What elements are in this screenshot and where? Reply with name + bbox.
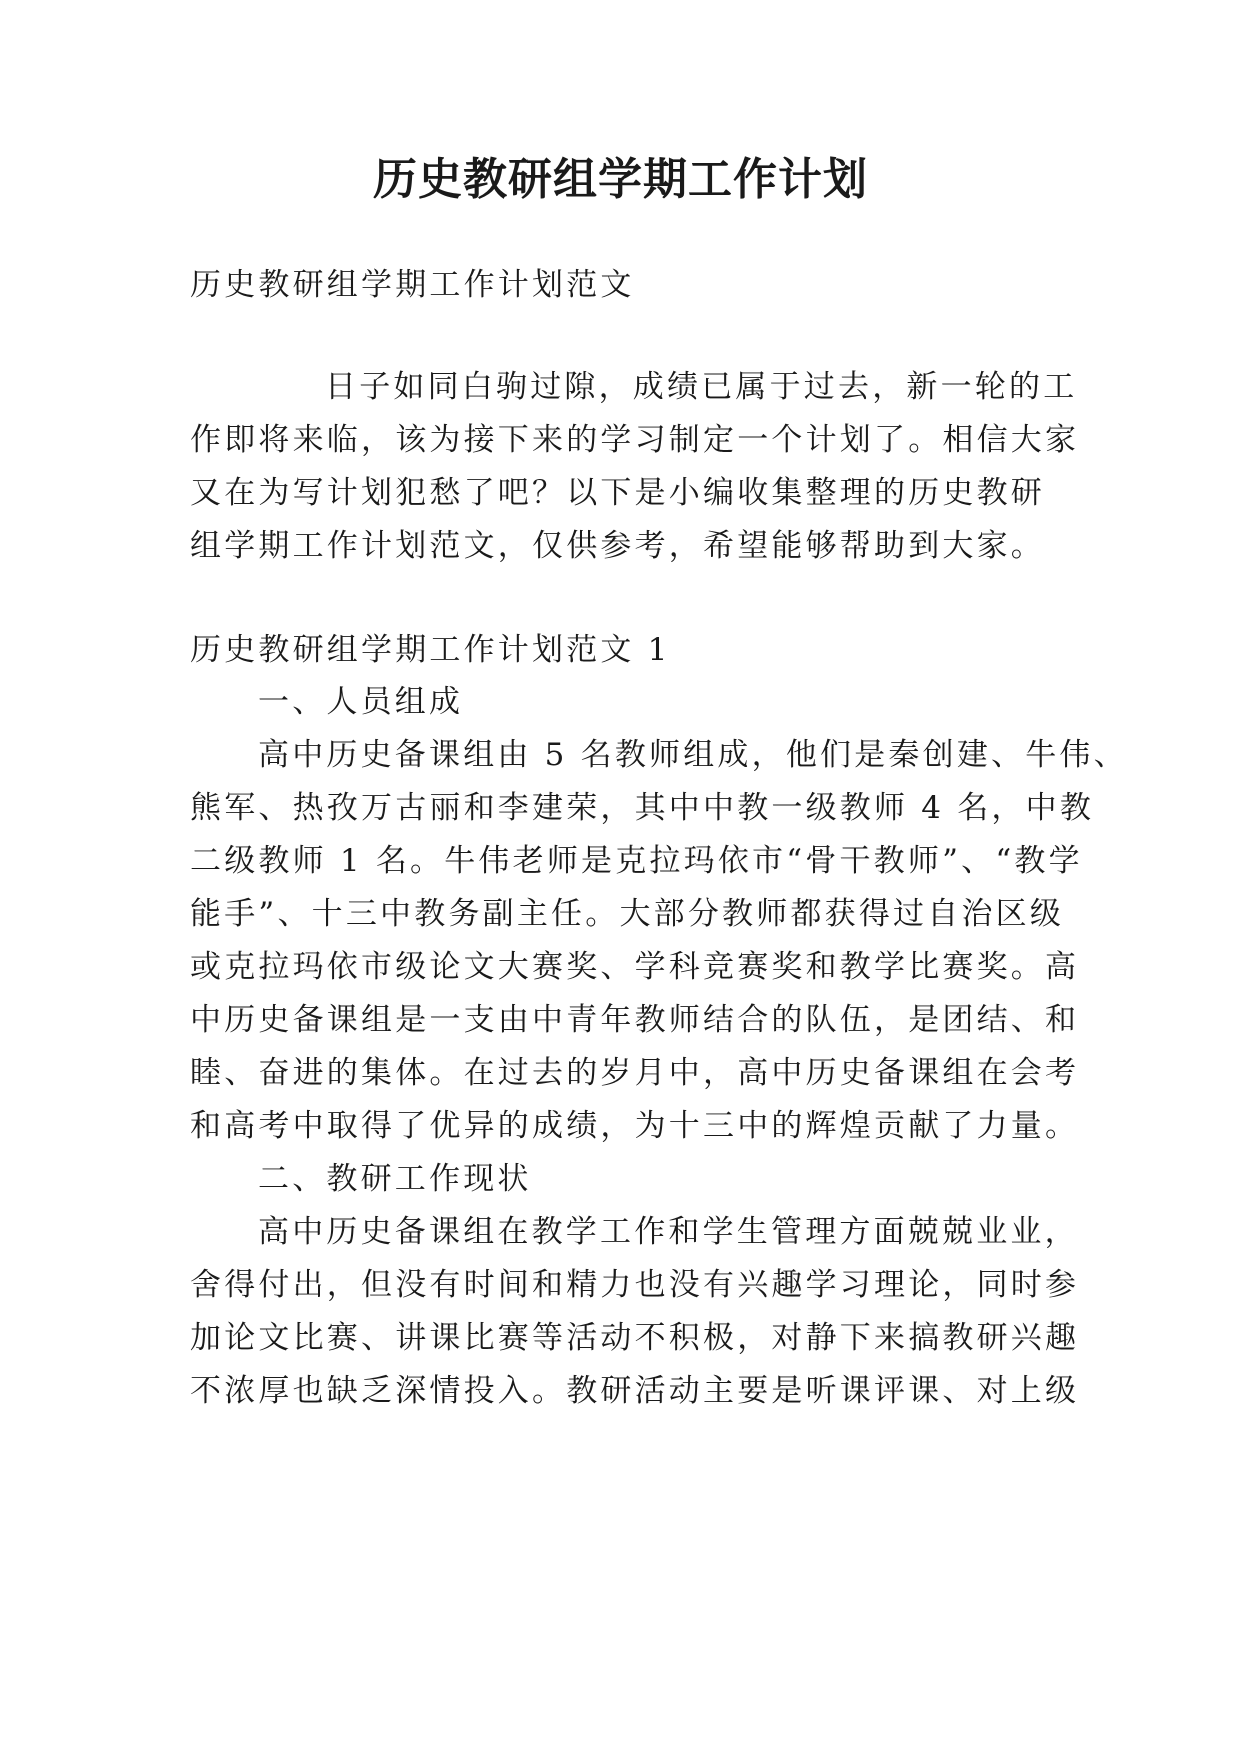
para-2-line-2: 舍得付出，但没有时间和精力也没有兴趣学习理论，同时参 bbox=[190, 1267, 1080, 1303]
para-1-line-5: 或克拉玛依市级论文大赛奖、学科竞赛奖和教学比赛奖。高 bbox=[190, 949, 1080, 985]
document-title: 历史教研组学期工作计划 bbox=[373, 154, 868, 205]
para-2-line-3: 加论文比赛、讲课比赛等活动不积极，对静下来搞教研兴趣 bbox=[190, 1320, 1080, 1356]
heading-personnel: 一、人员组成 bbox=[258, 684, 464, 720]
intro-line-3: 又在为写计划犯愁了吧？以下是小编收集整理的历史教研 bbox=[190, 475, 1045, 511]
intro-line-1: 日子如同白驹过隙，成绩已属于过去，新一轮的工 bbox=[325, 369, 1078, 405]
para-2-line-4: 不浓厚也缺乏深情投入。教研活动主要是听课评课、对上级 bbox=[190, 1373, 1080, 1409]
para-1-line-8: 和高考中取得了优异的成绩，为十三中的辉煌贡献了力量。 bbox=[190, 1108, 1080, 1144]
para-1-line-3: 二级教师 1 名。牛伟老师是克拉玛依市“骨干教师”、“教学 bbox=[190, 843, 1083, 879]
para-1-line-1: 高中历史备课组由 5 名教师组成，他们是秦创建、牛伟、 bbox=[258, 737, 1128, 773]
para-1-line-6: 中历史备课组是一支由中青年教师结合的队伍，是团结、和 bbox=[190, 1002, 1080, 1038]
document-subtitle: 历史教研组学期工作计划范文 bbox=[190, 267, 635, 303]
intro-line-2: 作即将来临，该为接下来的学习制定一个计划了。相信大家 bbox=[190, 422, 1080, 458]
para-1-line-7: 睦、奋进的集体。在过去的岁月中，高中历史备课组在会考 bbox=[190, 1055, 1080, 1091]
para-2-line-1: 高中历史备课组在教学工作和学生管理方面兢兢业业， bbox=[258, 1214, 1079, 1250]
heading-research-status: 二、教研工作现状 bbox=[258, 1161, 532, 1197]
para-1-line-2: 熊军、热孜万古丽和李建荣，其中中教一级教师 4 名，中教 bbox=[190, 790, 1095, 826]
para-1-line-4: 能手”、十三中教务副主任。大部分教师都获得过自治区级 bbox=[190, 896, 1065, 932]
section-title: 历史教研组学期工作计划范文 1 bbox=[190, 632, 671, 668]
intro-line-4: 组学期工作计划范文，仅供参考，希望能够帮助到大家。 bbox=[190, 528, 1045, 564]
